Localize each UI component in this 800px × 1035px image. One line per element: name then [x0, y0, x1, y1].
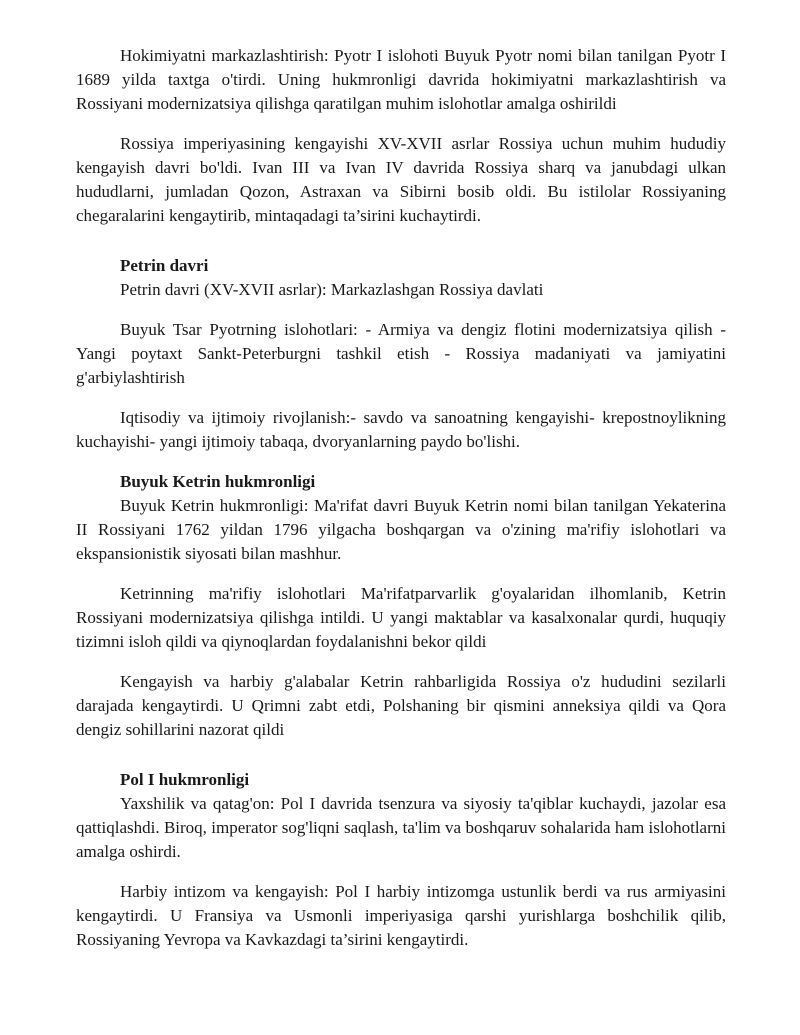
paragraph-paul-military: Harbiy intizom va kengayish: Pol I harbiy intizomga ustunlik berdi va rus armiyasini kengaytirdi. U Fransiya va Usmonli imperiyasiga qarshi yurishlarga boshchilik qilib, Rossiyaning Yevropa va Kavkazdagi ta’sirini kengaytirdi.: [76, 882, 726, 949]
section-heading-paul: Pol I hukmronligi: [120, 770, 250, 789]
section-heading-catherine: Buyuk Ketrin hukmronligi: [120, 472, 316, 491]
paragraph-economic-social: Iqtisodiy va ijtimoiy rivojlanish:- savdo va sanoatning kengayishi- krepostnoylikning kuchayishi- yangi ijtimoiy tabaqa, dvoryanlarning paydo bo'lishi.: [76, 408, 726, 451]
paragraph-petrin-era: Petrin davri (XV-XVII asrlar): Markazlashgan Rossiya davlati: [120, 280, 544, 299]
section-gap: [76, 244, 726, 254]
paragraph-centralization: Hokimiyatni markazlashtirish: Pyotr I islohoti Buyuk Pyotr nomi bilan tanilgan Pyotr I 1689 yilda taxtga o'tirdi. Uning hukmronligi davrida hokimiyatni markazlashtirish va Rossiyani modernizatsiya qilishga qaratilgan muhim islohotlar amalga oshirildi: [76, 46, 726, 113]
document-page: [76, 44, 726, 968]
paragraph-peter-reforms: Buyuk Tsar Pyotrning islohotlari: - Armiya va dengiz flotini modernizatsiya qilish - Yangi poytaxt Sankt-Peterburgni tashkil etish - Rossiya madaniyati va jamiyatini g'arbiylashtirish: [76, 320, 726, 387]
section-heading-petrin: Petrin davri: [120, 256, 209, 275]
paragraph-catherine-expansion: Kengayish va harbiy g'alabalar Ketrin rahbarligida Rossiya o'z hududini sezilarli darajada kengaytirdi. U Qrimni zabt etdi, Polshaning bir qismini anneksiya qildi va Qora dengiz sohillarini nazorat qildi: [76, 672, 726, 739]
paragraph-catherine-reforms: Ketrinning ma'rifiy islohotlari Ma'rifatparvarlik g'oyalaridan ilhomlanib, Ketrin Rossiyani modernizatsiya qilishga intildi. U yangi maktablar va kasalxonalar qurdi, huquqiy tizimni isloh qildi va qiynoqlardan foydalanishni bekor qildi: [76, 584, 726, 651]
paragraph-empire-expansion: Rossiya imperiyasining kengayishi XV-XVII asrlar Rossiya uchun muhim hududiy kengayish davri bo'ldi. Ivan III va Ivan IV davrida Rossiya sharq va janubdagi ulkan hududlarni, jumladan Qozon, Astraxan va Sibirni bosib oldi. Bu istilolar Rossiyaning chegaralarini kengaytirib, mintaqadagi ta’sirini kuchaytirdi.: [76, 134, 726, 225]
section-gap: [76, 758, 726, 768]
paragraph-catherine-reign: Buyuk Ketrin hukmronligi: Ma'rifat davri Buyuk Ketrin nomi bilan tanilgan Yekaterina II Rossiyani 1762 yildan 1796 yilgacha boshqargan va o'zining ma'rifiy islohotlari va ekspansionistik siyosati bilan mashhur.: [76, 496, 726, 563]
paragraph-paul-repression: Yaxshilik va qatag'on: Pol I davrida tsenzura va siyosiy ta'qiblar kuchaydi, jazolar esa qattiqlashdi. Biroq, imperator sog'liqni saqlash, ta'lim va boshqaruv sohalarida ham islohotlarni amalga oshirdi.: [76, 794, 726, 861]
